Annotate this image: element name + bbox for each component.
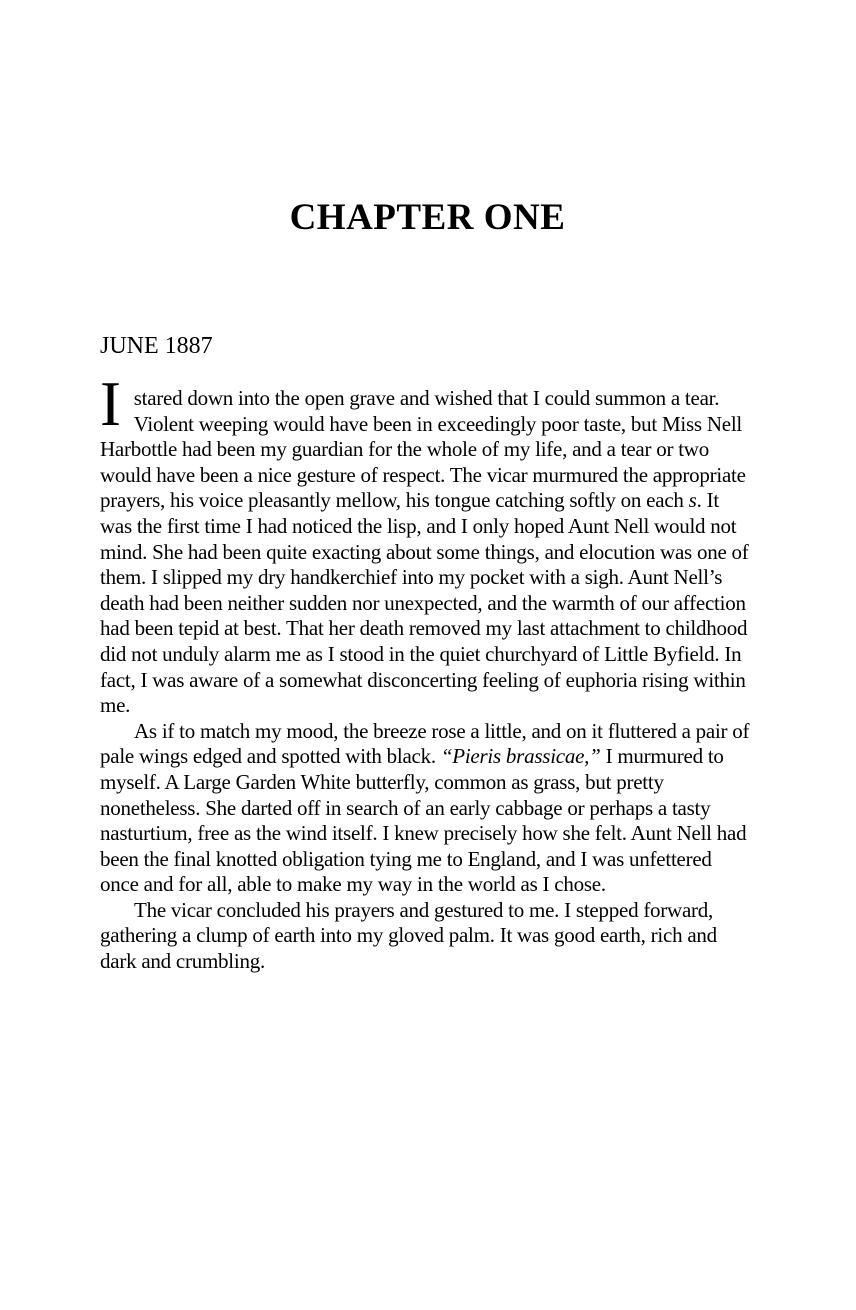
body-text (100, 369, 755, 975)
italic-text: s (688, 488, 697, 513)
paragraph-text: . It was the first time I had noticed the lisp, and I only hoped Aunt Nell would not mind. She had been quite exacting about some things, and elocution was one of them. I slipped my dry handkerchief into my pocket with a sigh. Aunt Nell’s death had been neither sudden nor unexpected, and the warmth of our affection had been tepid at best. That her death removed my last attachment to childhood did not unduly alarm me as I stood in the quiet churchyard of Little Byfield. In fact, I was aware of a somewhat disconcerting feeling of euphoria rising within me. (100, 488, 749, 718)
body-paragraph (100, 719, 755, 898)
paragraph-text: stared down into the open grave and wished that I could summon a tear. Violent weeping would have been in exceedingly poor taste, but Miss Nell Harbottle had been my guardian for the whole of my life, and a tear or two would have been a nice gesture of respect. The vicar murmured the appropriate prayers, his voice pleasantly mellow, his tongue catching softly on each (100, 386, 746, 513)
drop-cap: I (100, 369, 121, 439)
chapter-title: CHAPTER ONE (289, 197, 566, 238)
body-paragraph (100, 369, 755, 719)
paragraph-text: I murmured to myself. A Large Garden White butterfly, common as grass, but pretty nonetheless. She darted off in search of an early cabbage or perhaps a tasty nasturtium, free as the wind itself. I knew precisely how she felt. Aunt Nell had been the final knotted obligation tying me to England, and I was unfettered once and for all, able to make my way in the world as I chose. (100, 744, 747, 897)
italic-text: “Pieris brassicae,” (440, 744, 601, 769)
date-heading: JUNE 1887 (100, 333, 213, 359)
book-page (0, 196, 856, 1310)
paragraph-text: As if to match my mood, the breeze rose a little, and on it fluttered a pair of pale wings edged and spotted with black. (100, 718, 750, 769)
paragraph-text: The vicar concluded his prayers and gestured to me. I stepped forward, gathering a clump of earth into my gloved palm. It was good earth, rich and dark and crumbling. (100, 897, 717, 974)
body-paragraph (100, 898, 755, 975)
